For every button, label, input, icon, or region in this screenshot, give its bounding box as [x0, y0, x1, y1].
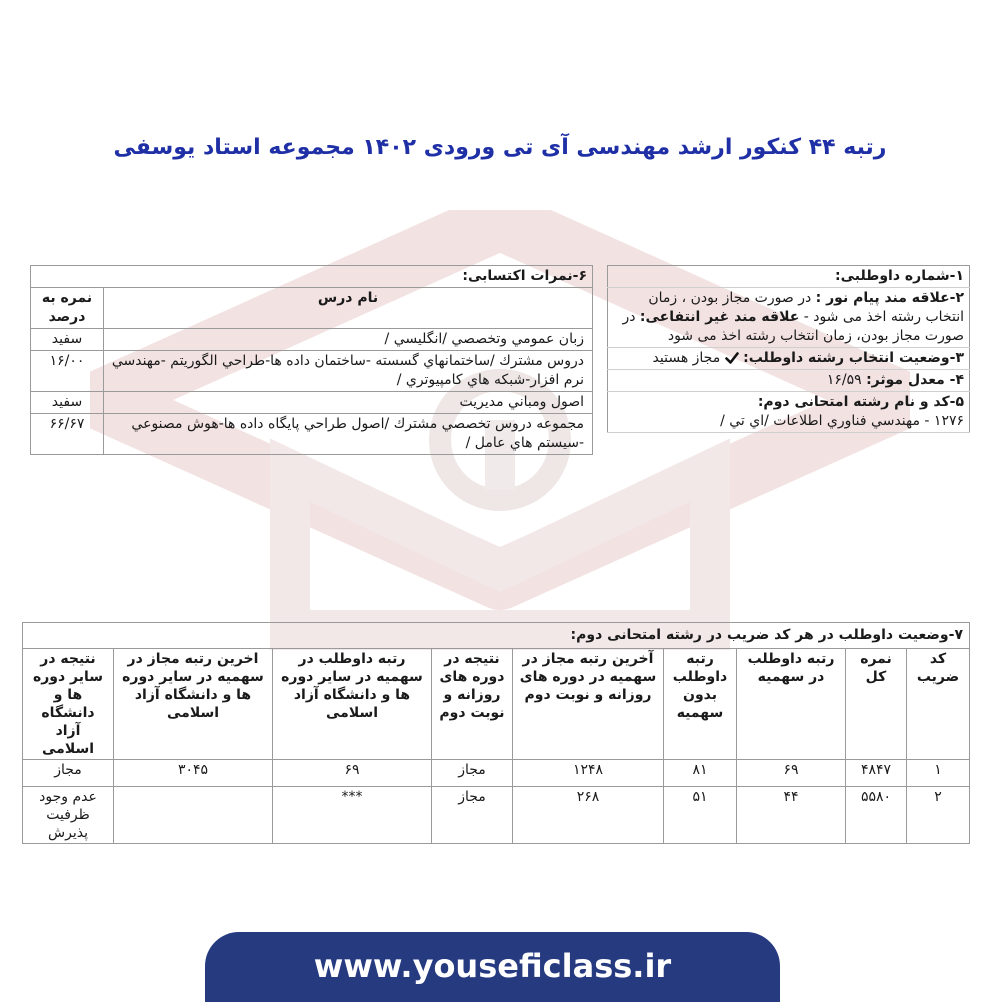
table-row [31, 414, 593, 455]
table-row [23, 787, 970, 844]
header-cell: نتیجه در دوره های روزانه و نوبت دوم [432, 649, 513, 760]
cell: ۳۰۴۵ [114, 760, 273, 787]
cell: ۸۱ [664, 760, 737, 787]
applicant-gpa: ۴- معدل موثر: ۱۶/۵۹ [608, 370, 970, 392]
cell: ۴۴ [737, 787, 846, 844]
cell: عدم وجود ظرفیت پذیرش [23, 787, 114, 844]
cell: ۲ [907, 787, 970, 844]
header-cell: کد ضریب [907, 649, 970, 760]
course-score: ۱۶/۰۰ [31, 351, 104, 392]
header-cell: نتیجه در سایر دوره ها و دانشگاه آزاد اسلامی [23, 649, 114, 760]
applicant-selection-status: ۳-وضعیت انتخاب رشته داوطلب: مجاز هستید [608, 348, 970, 370]
course-name: زبان عمومي وتخصصي /انگليسي / [104, 329, 593, 351]
cell: ۵۵۸۰ [846, 787, 907, 844]
cell: ۴۸۴۷ [846, 760, 907, 787]
cell: ۱۲۴۸ [513, 760, 664, 787]
applicant-number: ۱-شماره داوطلبی: [608, 266, 970, 288]
scores-header-course: نام درس [104, 288, 593, 329]
table-row [31, 351, 593, 392]
status-section-title: ۷-وضعیت داوطلب در هر کد ضریب در رشته امتحانی دوم: [22, 622, 970, 648]
course-score: سفید [31, 392, 104, 414]
cell: ۶۹ [737, 760, 846, 787]
page-title: رتبه ۴۴ کنکور ارشد مهندسی آی تی ورودی ۱۴۰۲ مجموعه استاد یوسفی [113, 135, 887, 160]
header-cell: اخرین رتبه مجاز در سهمیه در سایر دوره ها و دانشگاه آزاد اسلامی [114, 649, 273, 760]
course-name: اصول ومباني مديريت [104, 392, 593, 414]
header-cell: رتبه داوطلب بدون سهمیه [664, 649, 737, 760]
table-row [31, 392, 593, 414]
header-cell: رتبه داوطلب در سهمیه [737, 649, 846, 760]
table-row [31, 329, 593, 351]
course-score: سفید [31, 329, 104, 351]
course-name: مجموعه دروس تخصصي مشترك /اصول طراحي پايگاه داده ها-هوش مصنوعي -سيستم هاي عامل / [104, 414, 593, 455]
header-cell: آخرین رتبه مجاز در سهمیه در دوره های روزانه و نوبت دوم [513, 649, 664, 760]
cell: ۲۶۸ [513, 787, 664, 844]
cell: مجاز [23, 760, 114, 787]
cell: ۵۱ [664, 787, 737, 844]
applicant-second-field: ۵-کد و نام رشته امتحانی دوم: ۱۲۷۶ - مهندسي فناوري اطلاعات /اي تي / [608, 392, 970, 433]
scores-header-score: نمره به درصد [31, 288, 104, 329]
scores-title: ۶-نمرات اکتسابی: [31, 266, 593, 288]
cell: *** [273, 787, 432, 844]
cell [114, 787, 273, 844]
scores-table [30, 265, 593, 455]
table-row [23, 760, 970, 787]
checkmark-icon [725, 351, 739, 365]
applicant-interest: ۲-علاقه مند پیام نور : در صورت مجاز بودن ، زمان انتخاب رشته اخذ می شود - علاقه مند غیر انتفاعی: در صورت مجاز بودن، زمان انتخاب رشته اخذ می شود [608, 288, 970, 348]
course-name: دروس مشترك /ساختمانهاي گسسته -ساختمان داده ها-طراحي الگوريتم -مهندسي نرم افزار-شبكه هاي كامپيوتري / [104, 351, 593, 392]
website-url-banner: www.youseficlass.ir [205, 932, 780, 1002]
course-score: ۶۶/۶۷ [31, 414, 104, 455]
cell: مجاز [432, 760, 513, 787]
cell: ۶۹ [273, 760, 432, 787]
header-cell: رتبه داوطلب در سهمیه در سایر دوره ها و دانشگاه آزاد اسلامی [273, 649, 432, 760]
cell: ۱ [907, 760, 970, 787]
applicant-info-box [607, 265, 970, 433]
cell: مجاز [432, 787, 513, 844]
status-table [22, 648, 970, 844]
header-cell: نمره کل [846, 649, 907, 760]
status-header-row [23, 649, 970, 760]
